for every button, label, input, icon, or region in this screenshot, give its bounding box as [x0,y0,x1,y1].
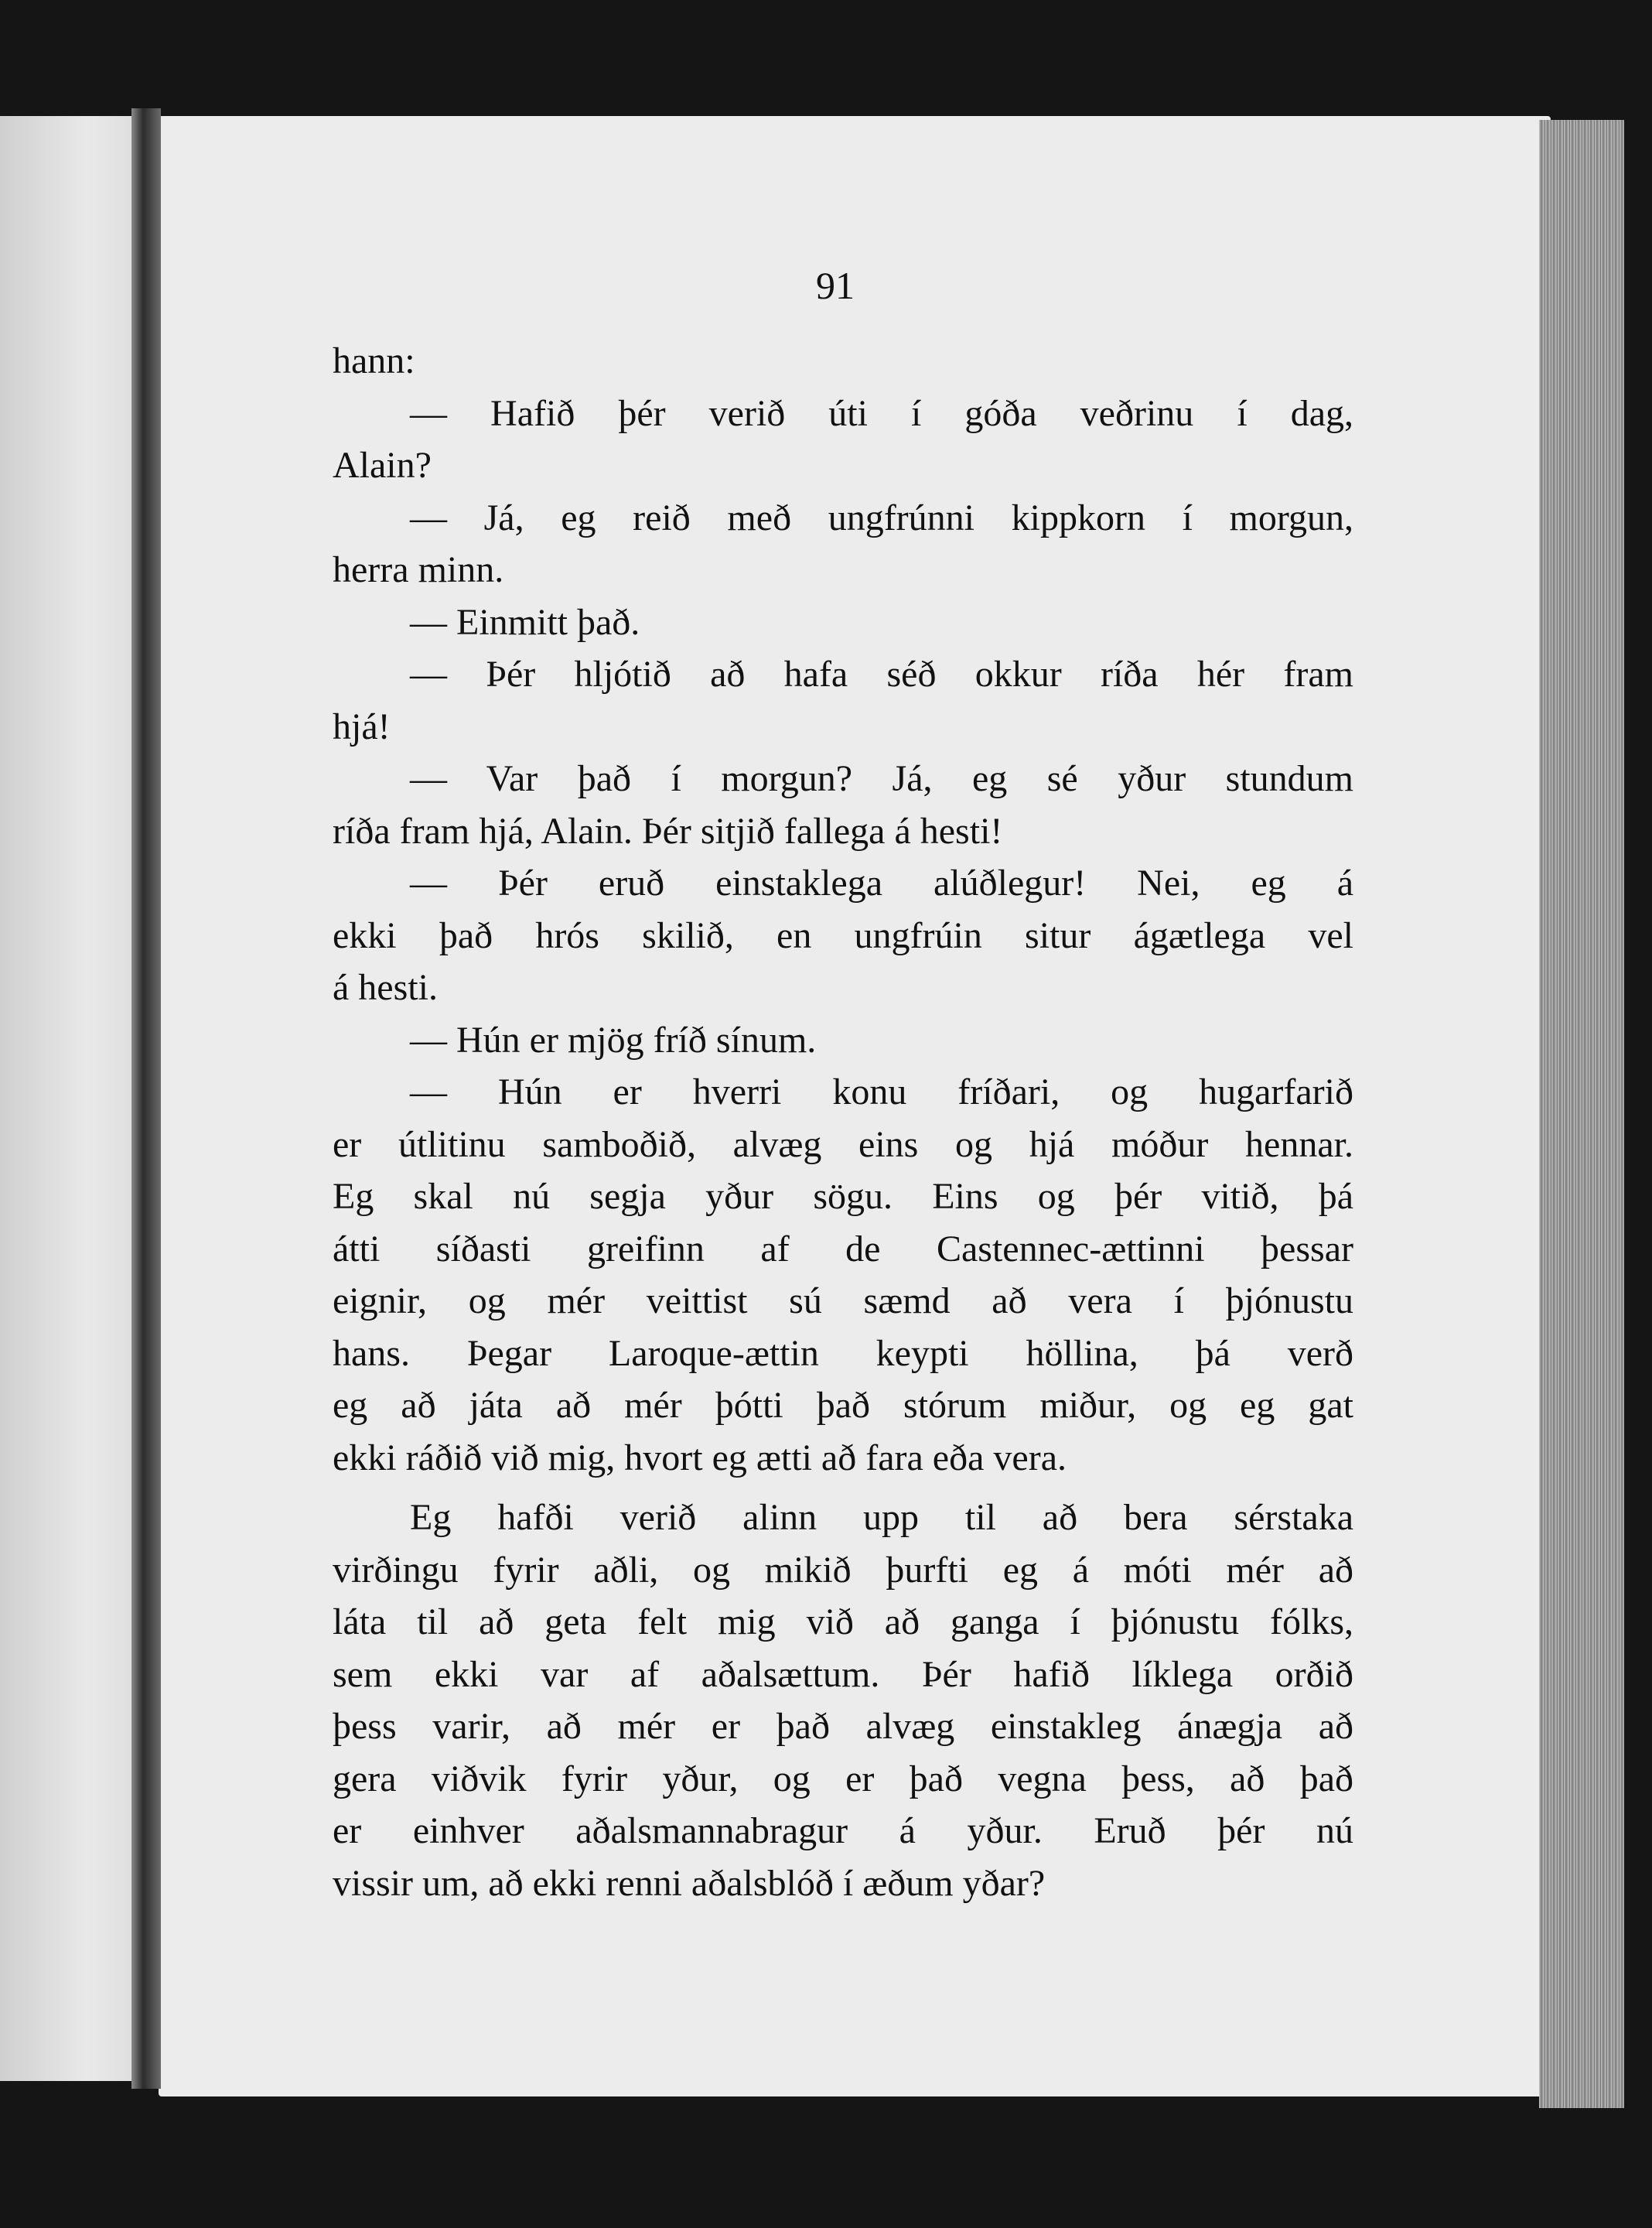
text-line: — Þér hljótið að hafa séð okkur ríða hér fram [410,654,1353,695]
text-line: — Þér eruð einstaklega alúðlegur! Nei, eg á [410,863,1353,904]
text-line: ekki ráðið við mig, hvort eg ætti að fara eða vera. [333,1437,1067,1478]
body-text [333,335,1353,1909]
text-line: Eg hafði verið alinn upp til að bera sérstaka [410,1497,1353,1538]
text-line: Eg skal nú segja yður sögu. Eins og þér vitið, þá [333,1176,1353,1217]
text-line: gera viðvik fyrir yður, og er það vegna þess, að það [333,1758,1353,1799]
text-line: virðingu fyrir aðli, og mikið þurfti eg á móti mér að [333,1549,1353,1591]
text-line: láta til að geta felt mig við að ganga í þjónustu fólks, [333,1601,1353,1642]
text-line: — Einmitt það. [410,601,640,643]
paragraph-gap [333,1484,1353,1492]
book-gutter [131,108,161,2089]
text-line: — Hún er hverri konu fríðari, og hugarfarið [410,1071,1353,1112]
text-line: — Hún er mjög fríð sínum. [410,1019,817,1061]
text-line: átti síðasti greifinn af de Castennec-ættinni þessar [333,1228,1353,1269]
text-line: sem ekki var af aðalsættum. Þér hafið líklega orðið [333,1653,1353,1695]
text-line: eignir, og mér veittist sú sæmd að vera í þjónustu [333,1280,1353,1321]
text-line: vissir um, að ekki renni aðalsblóð í æðum yðar? [333,1862,1046,1904]
text-line: er útlitinu samboðið, alvæg eins og hjá móður hennar. [333,1123,1353,1165]
text-line: er einhver aðalsmannabragur á yður. Eruð þér nú [333,1810,1353,1851]
left-page-edge [0,116,147,2081]
page-number: 91 [816,264,855,307]
text-line: hjá! [333,706,391,747]
text-line: — Já, eg reið með ungfrúnni kippkorn í morgun, [410,497,1353,538]
text-line: — Var það í morgun? Já, eg sé yður stundum [410,758,1353,799]
text-line: ríða fram hjá, Alain. Þér sitjið fallega á hesti! [333,810,1003,852]
page-edges [1539,120,1624,2108]
text-line: herra minn. [333,549,504,590]
text-line: hans. Þegar Laroque-ættin keypti höllina, þá verð [333,1332,1353,1374]
text-line: hann: [333,340,415,381]
text-line: eg að játa að mér þótti það stórum miður, og eg gat [333,1385,1353,1426]
text-line: — Hafið þér verið úti í góða veðrinu í dag, [410,392,1353,434]
text-line: ekki það hrós skilið, en ungfrúin situr ágætlega vel [333,914,1353,956]
text-line: þess varir, að mér er það alvæg einstakleg ánægja að [333,1706,1353,1747]
text-line: á hesti. [333,967,438,1008]
text-line: Alain? [333,445,432,486]
